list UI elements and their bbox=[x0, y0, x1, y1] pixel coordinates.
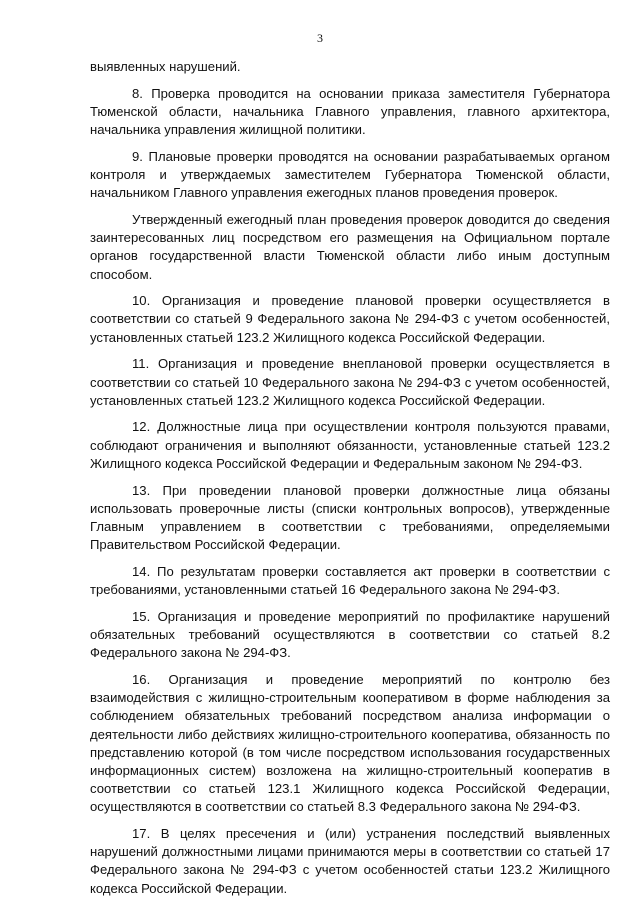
paragraph-item-15: 15. Организация и проведение мероприятий по профилактике нарушений обязательных требований осуществляются в соответствии со статьей 8.2 Федерального закона № 294-ФЗ. bbox=[90, 608, 610, 661]
paragraph-continuation: выявленных нарушений. bbox=[90, 59, 241, 74]
paragraph-item-12: 12. Должностные лица при осуществлении контроля пользуются правами, соблюдают ограничения и выполняют обязанности, установленные статьей 123.2 Жилищного кодекса Российской Федерации и Федеральным законом № 294-ФЗ. bbox=[90, 419, 610, 471]
paragraph-item-8: 8. Проверка проводится на основании приказа заместителя Губернатора Тюменской области, начальника Главного управления, главного архитектора, начальника управления жилищной политики. bbox=[90, 85, 610, 138]
page-number: 3 bbox=[317, 31, 323, 45]
paragraph-item-13: 13. При проведении плановой проверки должностные лица обязаны использовать проверочные листы (списки контрольных вопросов), утвержденные Главным управлением в соответствии с требованиями, определяемыми Правительством Российской Федерации. bbox=[90, 482, 610, 553]
paragraph-item-17: 17. В целях пресечения и (или) устранения последствий выявленных нарушений должностными лицами принимаются меры в соответствии со статьей 17 Федерального закона № 294-ФЗ с учетом особенностей статьи 123.2 Жилищного кодекса Российской Федерации. bbox=[90, 826, 610, 896]
paragraph-item-9: 9. Плановые проверки проводятся на основании разрабатываемых органом контроля и утверждаемых заместителем Губернатора Тюменской области, начальником Главного управления ежегодных планов проведения проверок. bbox=[90, 148, 610, 201]
paragraph-annual-plan: Утвержденный ежегодный план проведения проверок доводится до сведения заинтересованных лиц посредством его размещения на Официальном портале органов государственной власти Тюменской области либо иным доступным способом. bbox=[90, 211, 610, 282]
document-body bbox=[90, 58, 610, 906]
paragraph-item-11: 11. Организация и проведение внеплановой проверки осуществляется в соответствии со статьей 10 Федерального закона № 294-ФЗ с учетом особенностей, установленных статьей 123.2 Жилищного кодекса Российской Федерации. bbox=[90, 356, 610, 408]
paragraph-item-16: 16. Организация и проведение мероприятий по контролю без взаимодействия с жилищно-строительным кооперативом в форме наблюдения за соблюдением обязательных требований посредством анализа информации о деятельности либо действиях жилищно-строительного кооператива, обязанность по представлению которой (в том числе посредством использования государственных информационных систем) возложена на жилищно-строительный кооператив в соответствии со статьей 123.1 Жилищного кодекса Российской Федерации, осуществляются в соответствии со статьей 8.3 Федерального закона № 294-ФЗ. bbox=[90, 671, 610, 815]
paragraph-item-10: 10. Организация и проведение плановой проверки осуществляется в соответствии со статьей 9 Федерального закона № 294-ФЗ с учетом особенностей, установленных статьей 123.2 Жилищного кодекса Российской Федерации. bbox=[90, 293, 610, 345]
paragraph-item-14: 14. По результатам проверки составляется акт проверки в соответствии с требованиями, установленными статьей 16 Федерального закона № 294-ФЗ. bbox=[90, 563, 610, 598]
